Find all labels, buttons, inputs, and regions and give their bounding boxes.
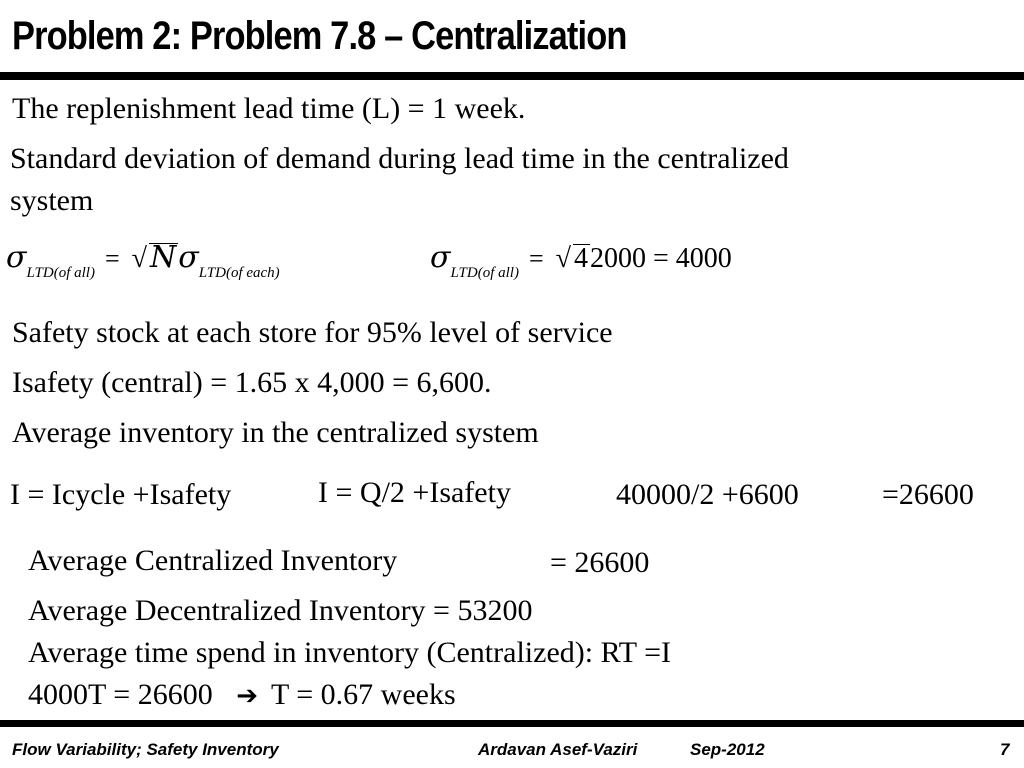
footer-author: Ardavan Asef-Vaziri	[478, 740, 638, 759]
formula-general	[6, 240, 280, 281]
sqrt-symbol-2: √	[555, 243, 571, 274]
formula-subscript-all: LTD(of all)	[26, 265, 95, 281]
safety-stock-line: Safety stock at each store for 95% level of service	[12, 316, 613, 349]
footer-course-title: Flow Variability; Safety Inventory	[12, 740, 279, 759]
footer-page-number: 7	[1000, 740, 1010, 759]
avg-centralized-value: = 26600	[550, 546, 650, 579]
formula-n: N	[150, 240, 177, 275]
t-equation-right: T = 0.67 weeks	[270, 678, 456, 711]
top-divider	[0, 72, 1024, 80]
std-dev-line-1: Standard deviation of demand during lead time in the centralized	[10, 142, 789, 175]
sigma-symbol-2: σ	[178, 240, 199, 275]
calc-expression: 40000/2 +6600	[616, 478, 799, 511]
equals-sign-2: =	[528, 244, 544, 273]
avg-time-line: Average time spend in inventory (Centralized): RT =I	[28, 636, 671, 669]
page-title: Problem 2: Problem 7.8 – Centralization	[12, 14, 627, 58]
sqrt-symbol: √	[131, 243, 147, 274]
t-equation	[28, 678, 456, 712]
isafety-line: Isafety (central) = 1.65 x 4,000 = 6,600.	[12, 366, 492, 399]
sigma-symbol: σ	[6, 240, 27, 275]
bottom-divider	[0, 720, 1024, 727]
lead-time-line: The replenishment lead time (L) = 1 week.	[12, 92, 526, 125]
t-equation-left: 4000T = 26600	[28, 678, 213, 711]
formula2-radicand: 4	[574, 243, 588, 274]
i-q-formula: I = Q/2 +Isafety	[318, 476, 511, 509]
avg-inventory-line: Average inventory in the centralized system	[12, 416, 539, 449]
right-arrow-icon: ➔	[236, 681, 258, 711]
formula-numeric	[430, 240, 732, 281]
avg-centralized-label: Average Centralized Inventory	[28, 544, 398, 577]
formula-subscript-each: LTD(of each)	[198, 265, 280, 281]
formula2-rest: 2000 = 4000	[590, 243, 732, 274]
avg-decentralized-line: Average Decentralized Inventory = 53200	[28, 594, 533, 627]
sigma-symbol-3: σ	[430, 240, 451, 275]
calc-result: =26600	[882, 478, 974, 511]
i-cycle-formula: I = Icycle +Isafety	[10, 478, 232, 511]
equals-sign: =	[104, 244, 120, 273]
std-dev-line-2: system	[10, 184, 94, 217]
formula2-subscript-all: LTD(of all)	[450, 265, 519, 281]
footer-date: Sep-2012	[690, 740, 765, 759]
